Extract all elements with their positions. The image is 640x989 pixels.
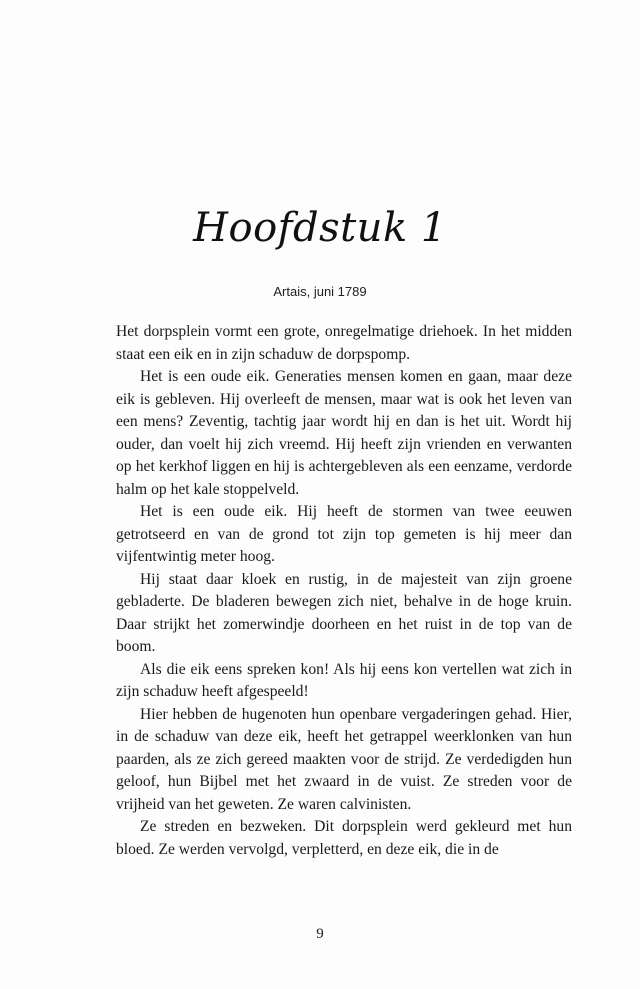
paragraph: Hij staat daar kloek en rustig, in de majesteit van zijn groene gebladerte. De bladeren bewegen zich niet, behalve in de hoge kruin. Daar strijkt het zomerwindje doorheen en het ruist in de top van de boom. — [116, 570, 572, 655]
chapter-title: Hoofdstuk 1 — [193, 205, 447, 251]
paragraph: Het is een oude eik. Generaties mensen komen en gaan, maar deze eik is gebleven. Hij overleeft de mensen, maar wat is ook het leven van een mens? Zeventig, tachtig jaar wordt hij en dan is het uit. Wordt hij ouder, dan voelt hij zich vreemd. Hij heeft zijn vrienden en verwanten op het kerkhof liggen en hij is achtergebleven als een eenzame, verdorde halm op het kale stoppelveld. — [116, 368, 572, 498]
paragraph: Hier hebben de hugenoten hun openbare vergaderingen gehad. Hier, in de schaduw van deze eik, heeft het getrappel weerklonken van hun paarden, als ze zich gereed maakten voor de strijd. Ze verdedigden hun geloof, hun Bijbel met het zwaard in de vuist. Ze streden voor de vrijheid van het geweten. Ze waren calvinisten. — [116, 705, 572, 813]
paragraph: Als die eik eens spreken kon! Als hij eens kon vertellen wat zich in zijn schaduw heeft afgespeeld! — [116, 660, 572, 700]
body-text — [116, 321, 572, 861]
paragraph: Het is een oude eik. Hij heeft de stormen van twee eeuwen getrotseerd en van de grond tot zijn top gemeten is hij meer dan vijfentwintig meter hoog. — [116, 503, 572, 565]
chapter-subtitle: Artais, juni 1789 — [273, 284, 367, 299]
paragraph: Het dorpsplein vormt een grote, onregelmatige driehoek. In het midden staat een eik en in zijn schaduw de dorpspomp. — [116, 323, 572, 363]
page-number: 9 — [316, 926, 324, 942]
paragraph: Ze streden en bezweken. Dit dorpsplein werd gekleurd met hun bloed. Ze werden vervolgd, verpletterd, en deze eik, die in de — [116, 818, 572, 858]
